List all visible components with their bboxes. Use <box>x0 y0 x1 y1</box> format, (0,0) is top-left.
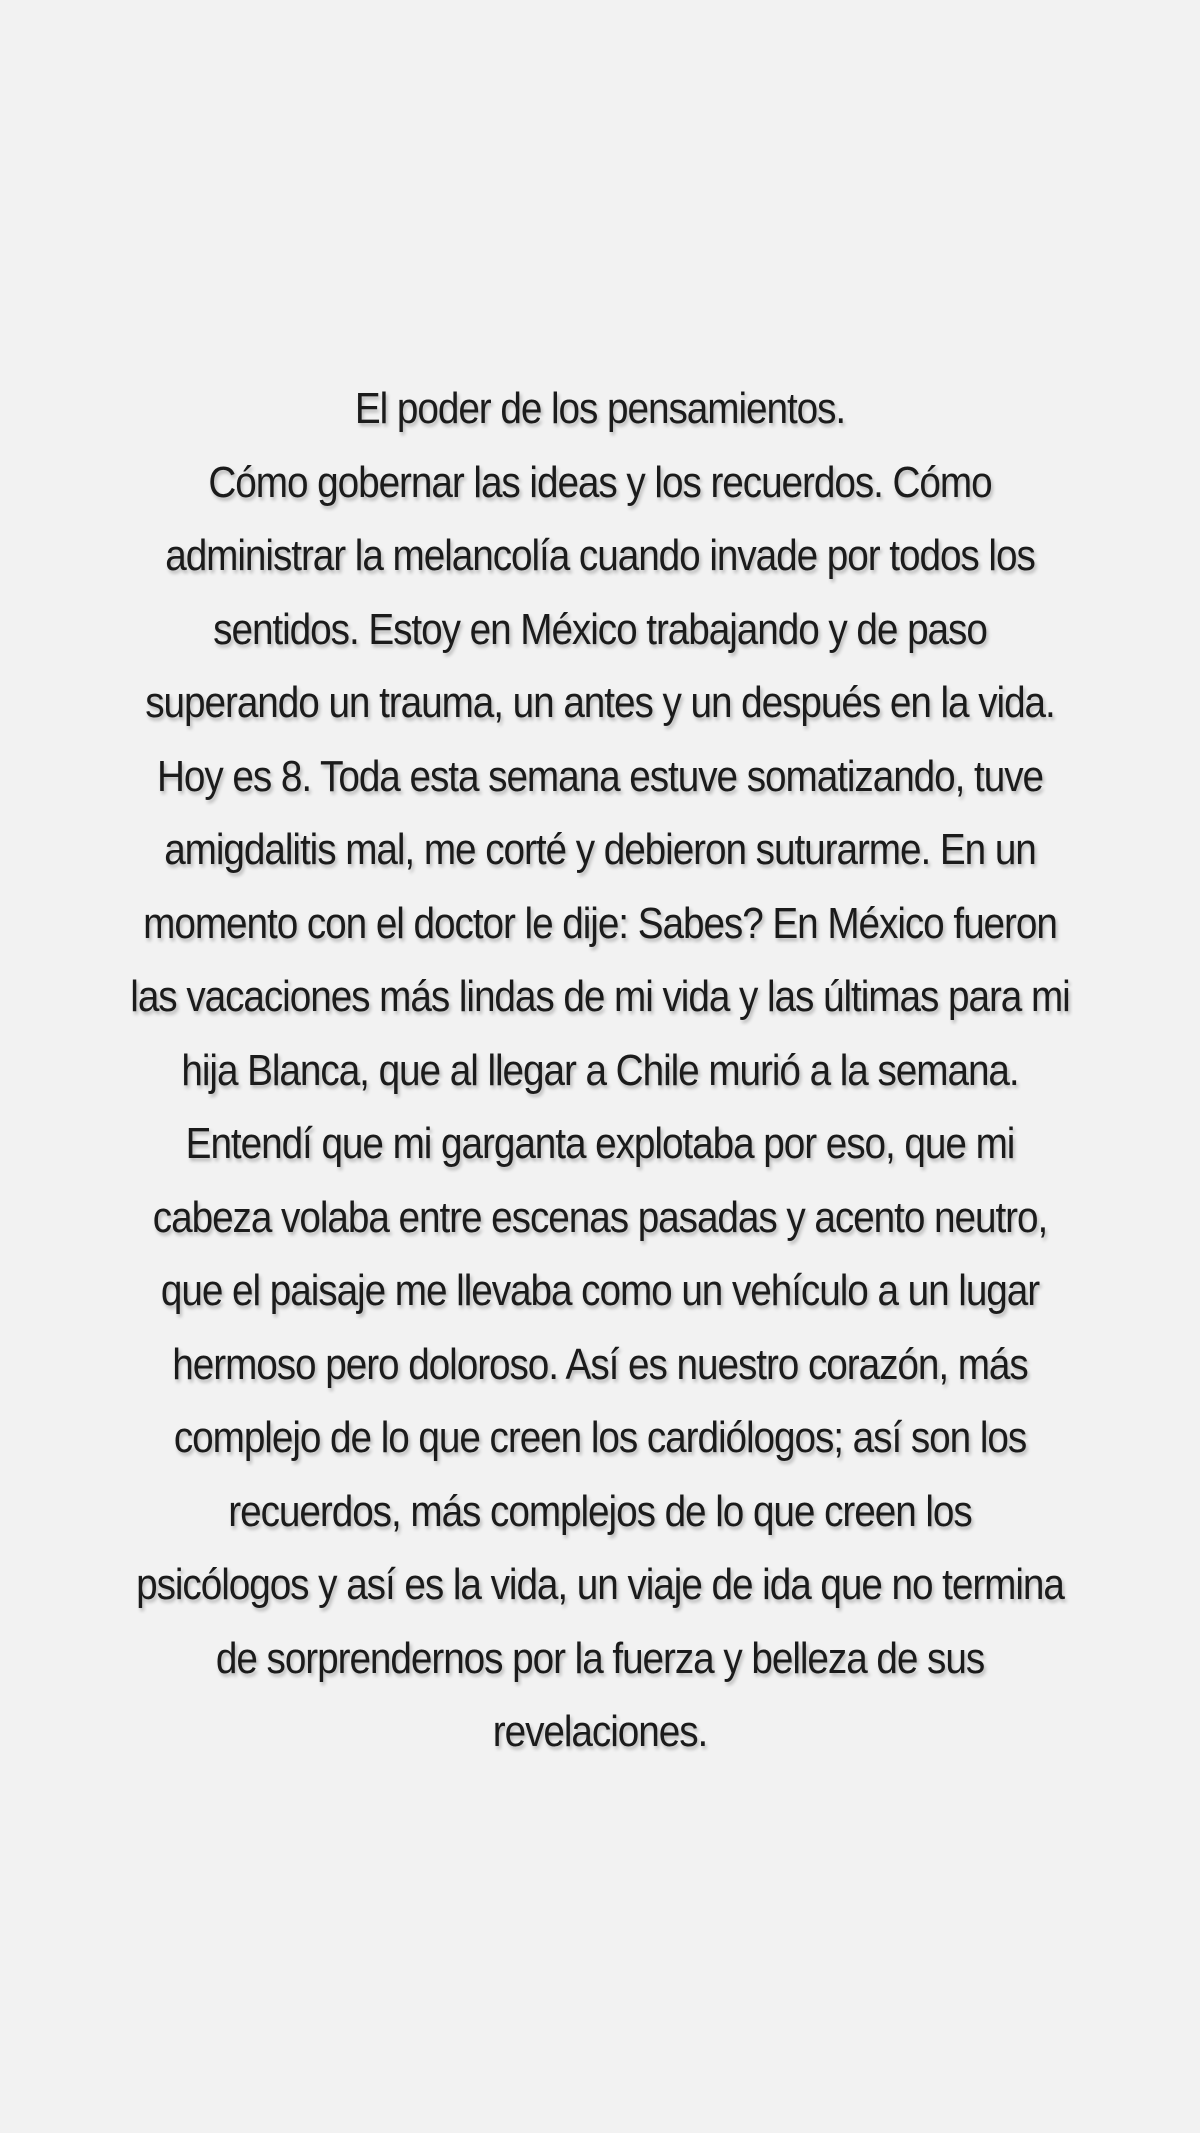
story-line: revelaciones. <box>492 1707 708 1756</box>
story-line: cabeza volaba entre escenas pasadas y acento neutro, <box>152 1192 1048 1242</box>
story-line: administrar la melancolía cuando invade por todos los <box>165 531 1035 580</box>
story-line: sentidos. Estoy en México trabajando y de paso <box>213 604 987 654</box>
story-line: amigdalitis mal, me corté y debieron suturarme. En un <box>164 825 1036 874</box>
story-line: las vacaciones más lindas de mi vida y las últimas para mi <box>130 972 1070 1021</box>
story-line: complejo de lo que creen los cardiólogos; así son los <box>173 1413 1027 1462</box>
story-text-block <box>60 372 1140 1769</box>
story-line: superando un trauma, un antes y un después en la vida. <box>145 678 1055 727</box>
story-line: Hoy es 8. Toda esta semana estuve somatizando, tuve <box>156 751 1044 801</box>
story-line: hija Blanca, que al llegar a Chile murió a la semana. <box>181 1045 1019 1095</box>
story-line: momento con el doctor le dije: Sabes? En México fueron <box>143 898 1057 948</box>
story-line: hermoso pero doloroso. Así es nuestro corazón, más <box>172 1339 1028 1389</box>
story-line: de sorprendernos por la fuerza y belleza de sus <box>215 1633 985 1683</box>
story-line: Cómo gobernar las ideas y los recuerdos. Cómo <box>208 457 992 507</box>
story-line: psicólogos y así es la vida, un viaje de ida que no termina <box>136 1560 1064 1609</box>
story-line: que el paisaje me llevaba como un vehículo a un lugar <box>160 1266 1040 1315</box>
story-title: El poder de los pensamientos. <box>354 384 846 433</box>
story-line: recuerdos, más complejos de lo que creen los <box>228 1486 972 1536</box>
story-line: Entendí que mi garganta explotaba por eso, que mi <box>185 1119 1015 1168</box>
